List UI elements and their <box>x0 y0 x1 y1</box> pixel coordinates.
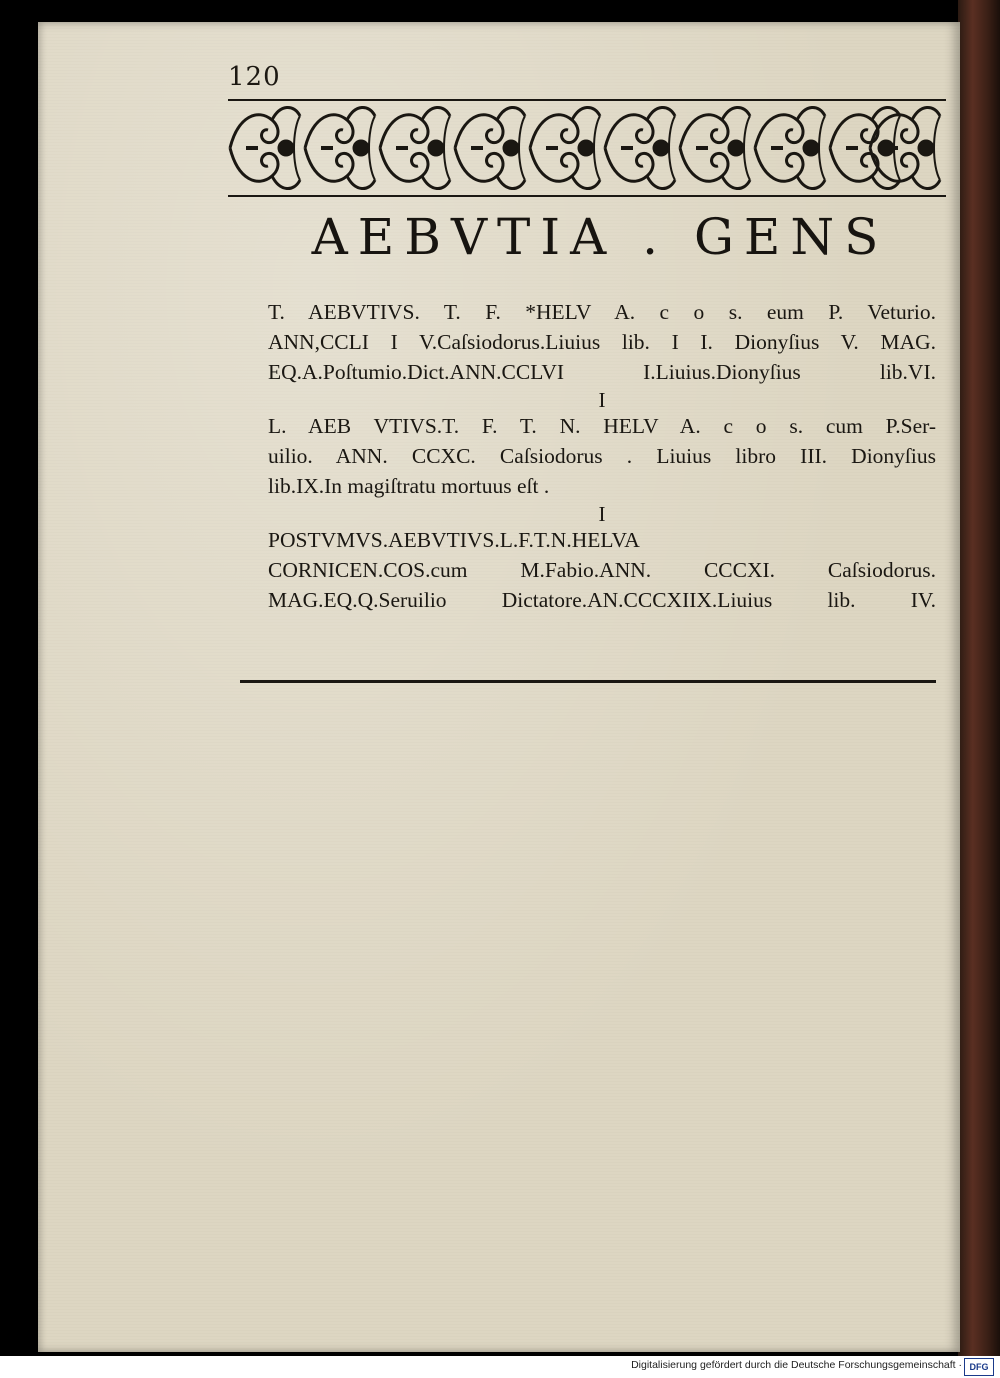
closing-rule <box>240 680 936 683</box>
entry-1-line-3: EQ.A.Poſtumio.Dict.ANN.CCLVI I.Liuius.Dionyſius lib.VI. <box>268 360 936 384</box>
genealogy-heading: AEBVTIA . GENS <box>311 208 889 266</box>
book-edge <box>958 0 1000 1360</box>
decorative-ornament-band <box>228 96 946 200</box>
dfg-logo: DFG <box>964 1358 994 1376</box>
entry-2-line-1: L. AEB VTIVS.T. F. T. N. HELV A. c o s. cum P.Ser- <box>268 414 936 438</box>
entry-1-line-1: T. AEBVTIVS. T. F. *HELV A. c o s. eum P. Veturio. <box>268 300 936 324</box>
digitization-footer <box>0 1356 1000 1378</box>
entry-separator: I <box>598 388 606 412</box>
entry-2-line-2: uilio. ANN. CCXC. Caſsiodorus . Liuius libro III. Dionyſius <box>268 444 936 468</box>
entry-1-line-2: ANN,CCLI I V.Caſsiodorus.Liuius lib. I I. Dionyſius V. MAG. <box>268 330 936 354</box>
entry-3-line-1: POSTVMVS.AEBVTIVS.L.F.T.N.HELVA <box>268 528 640 552</box>
entry-2-line-3: lib.IX.In magiſtratu mortuus eſt . <box>268 474 550 498</box>
entry-3-line-2: CORNICEN.COS.cum M.Fabio.ANN. CCCXI. Caſsiodorus. <box>268 558 936 582</box>
entry-separator: I <box>598 502 606 526</box>
funding-credit: Digitalisierung gefördert durch die Deutsche Forschungsgemeinschaft · <box>631 1359 962 1371</box>
page-number: 120 <box>228 62 281 92</box>
entry-3-line-3: MAG.EQ.Q.Seruilio Dictatore.AN.CCCXIIX.Liuius lib. IV. <box>268 588 936 612</box>
